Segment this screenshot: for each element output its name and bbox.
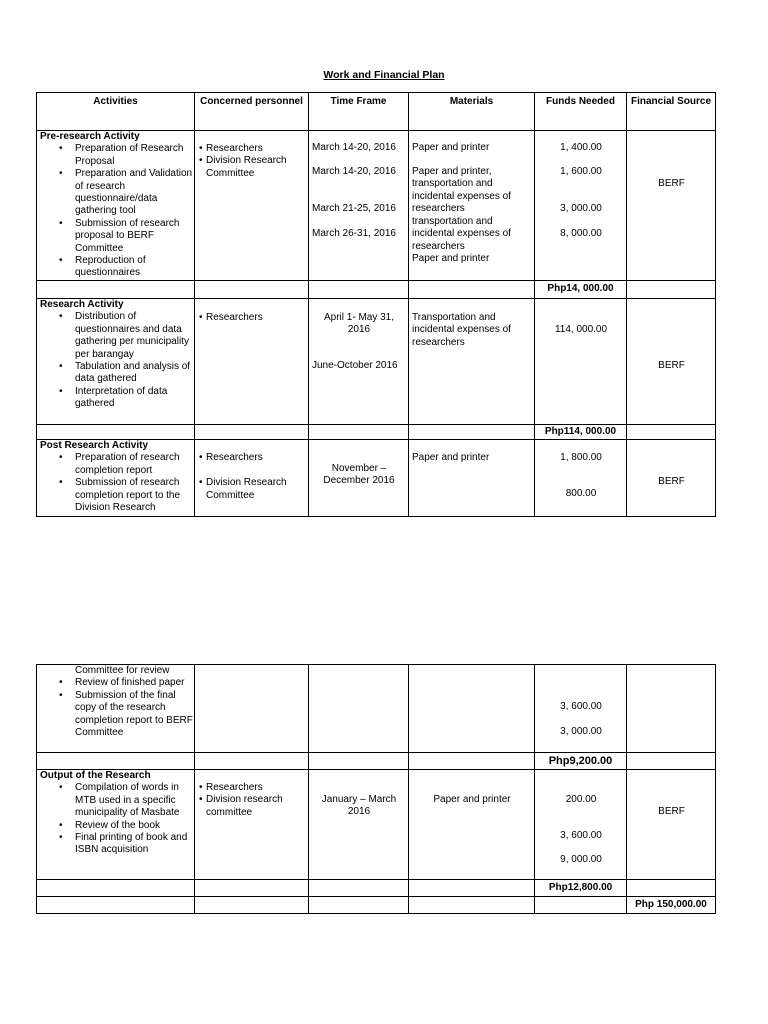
research-row — [37, 299, 716, 425]
material: transportation and incidental expenses of researchers — [412, 216, 511, 252]
list-item: • Final printing of book and ISBN acquisition — [37, 832, 194, 857]
time-frame: June-October 2016 — [312, 360, 398, 371]
activity-list — [37, 311, 194, 410]
grand-total-row — [37, 897, 716, 914]
header-personnel: Concerned personnel — [195, 93, 309, 131]
list-item: • Division Research Committee — [195, 155, 308, 180]
list-item: • Researchers — [195, 782, 308, 794]
time-frame: March 26-31, 2016 — [312, 228, 396, 239]
list-item: • Preparation of research completion report — [37, 452, 194, 477]
list-item: • Preparation of Research Proposal — [37, 143, 194, 168]
header-activities: Activities — [37, 93, 195, 131]
time-frame: November – December 2016 — [323, 463, 395, 487]
list-item: • Preparation and Validation of research questionnaire/data gathering tool — [37, 168, 194, 218]
subtotal-row — [37, 880, 716, 897]
list-item: • Researchers — [195, 452, 307, 464]
fund-value: 3, 600.00 — [560, 830, 602, 841]
list-item: • Interpretation of data gathered — [37, 386, 194, 411]
personnel-list — [195, 452, 307, 502]
fund-value: 3, 000.00 — [560, 726, 602, 737]
list-item: • Division research committee — [195, 794, 308, 819]
output-row — [37, 770, 716, 880]
fund-value: 1, 400.00 — [560, 142, 602, 153]
list-item: • Distribution of questionnaires and data gathering per municipality per barangay — [37, 311, 194, 361]
list-item: • Review of the book — [37, 820, 194, 832]
list-item: • Submission of research completion report to the Division Research — [37, 477, 194, 514]
list-item: • Review of finished paper — [37, 677, 194, 689]
material: Paper and printer — [412, 253, 490, 264]
post-research-row — [37, 440, 716, 517]
personnel-list — [195, 782, 308, 819]
subtotal: Php114, 000.00 — [535, 425, 627, 440]
time-frame: March 14-20, 2016 — [312, 142, 396, 153]
header-time-frame: Time Frame — [309, 93, 409, 131]
section-heading: Pre-research Activity — [40, 131, 140, 142]
carry-text: Committee for review — [75, 665, 170, 676]
material: Transportation and incidental expenses of researchers — [412, 312, 511, 348]
personnel-list — [195, 312, 308, 324]
time-frame: March 14-20, 2016 — [312, 166, 396, 177]
material: Paper and printer — [412, 142, 490, 153]
fund-value: 800.00 — [565, 488, 597, 499]
header-materials: Materials — [409, 93, 535, 131]
financial-plan-table-continued — [36, 664, 716, 914]
page-title: Work and Financial Plan — [323, 69, 445, 81]
header-source: Financial Source — [627, 93, 716, 131]
list-item: • Researchers — [195, 312, 308, 324]
fund-value: 200.00 — [565, 794, 597, 805]
financial-plan-table — [36, 92, 716, 517]
activity-list — [37, 143, 194, 279]
financial-source: BERF — [658, 806, 685, 817]
subtotal: Php9,200.00 — [535, 753, 627, 770]
header-row — [37, 93, 716, 131]
subtotal: Php14, 000.00 — [535, 281, 627, 299]
header-funds: Funds Needed — [535, 93, 627, 131]
list-item: • Researchers — [195, 143, 308, 155]
list-item: • Division Research Committee — [195, 477, 307, 502]
activity-list — [37, 782, 194, 856]
subtotal-row — [37, 425, 716, 440]
material: Paper and printer — [412, 452, 490, 463]
grand-total: Php 150,000.00 — [627, 897, 716, 914]
material: Paper and printer, transportation and incidental expenses of researchers — [412, 166, 511, 215]
subtotal: Php12,800.00 — [535, 880, 627, 897]
list-item: • Compilation of words in MTB used in a specific municipality of Masbate — [37, 782, 194, 819]
activity-list — [37, 677, 194, 739]
fund-value: 8, 000.00 — [560, 228, 602, 239]
time-frame: March 21-25, 2016 — [312, 203, 396, 214]
financial-source: BERF — [658, 360, 685, 371]
fund-value: 3, 000.00 — [560, 203, 602, 214]
fund-value: 9, 000.00 — [560, 854, 602, 865]
financial-source: BERF — [658, 178, 685, 189]
pre-research-row — [37, 131, 716, 281]
section-heading: Research Activity — [40, 299, 124, 310]
section-heading: Output of the Research — [40, 770, 151, 781]
continuation-row — [37, 665, 716, 753]
personnel-list — [195, 143, 308, 180]
section-heading: Post Research Activity — [40, 440, 149, 451]
list-item: • Submission of research proposal to BERF Committee — [37, 218, 194, 255]
activity-list — [37, 452, 194, 514]
subtotal-row — [37, 281, 716, 299]
fund-value: 1, 600.00 — [560, 166, 602, 177]
list-item: • Submission of the final copy of the research completion report to BERF Committee — [37, 690, 194, 740]
time-frame: April 1- May 31, 2016 — [323, 312, 395, 336]
time-frame: January – March 2016 — [321, 794, 397, 818]
subtotal-row — [37, 753, 716, 770]
list-item: • Reproduction of questionnaires — [37, 255, 194, 280]
fund-value: 3, 600.00 — [560, 701, 602, 712]
material: Paper and printer — [433, 794, 511, 805]
fund-value: 114, 000.00 — [554, 324, 608, 335]
list-item: • Tabulation and analysis of data gathered — [37, 361, 194, 386]
financial-source: BERF — [658, 476, 685, 487]
fund-value: 1, 800.00 — [560, 452, 602, 463]
